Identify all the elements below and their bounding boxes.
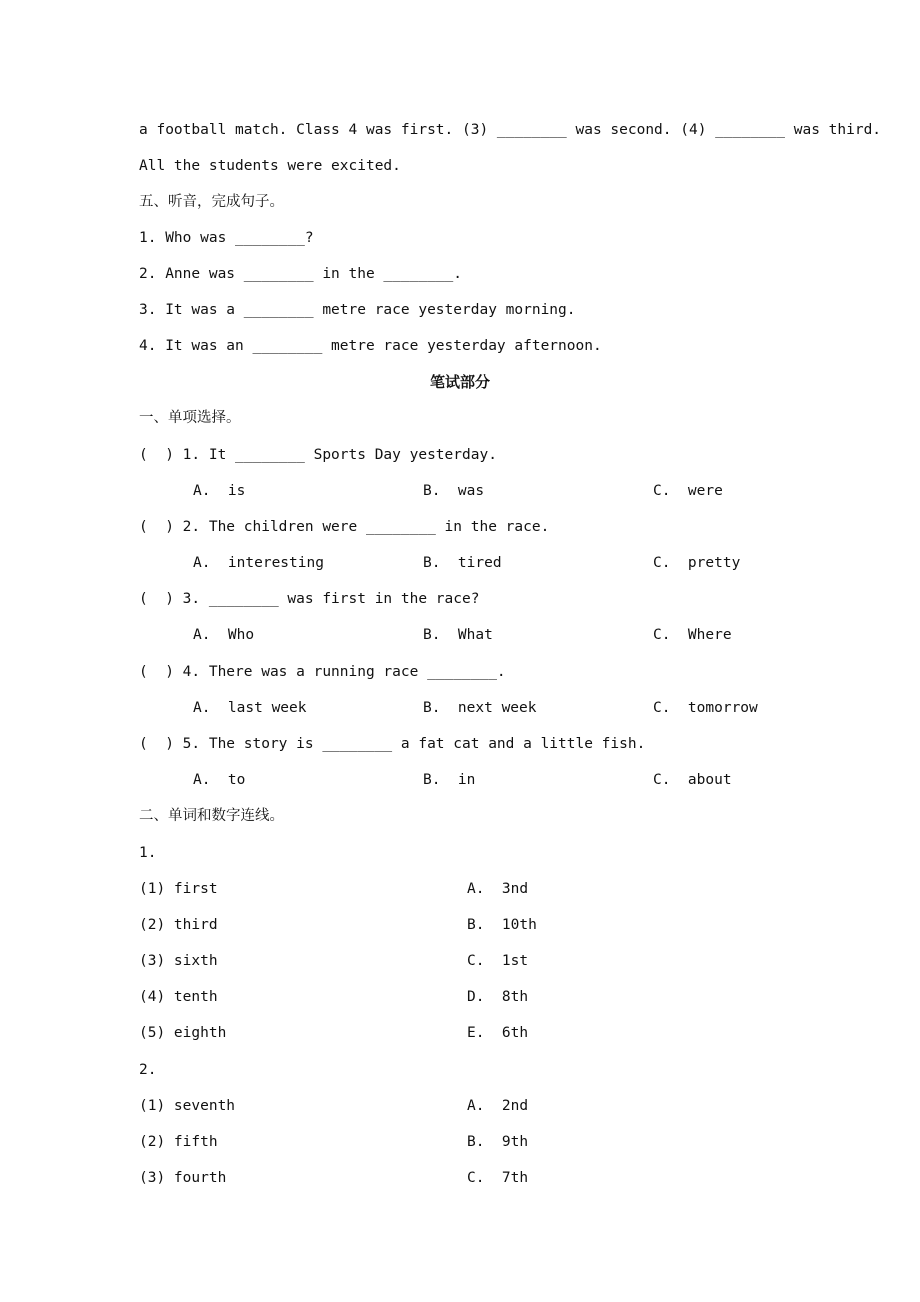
- question-4-option-c: C. tomorrow: [653, 700, 758, 716]
- section-1-heading: 一、单项选择。: [139, 410, 241, 426]
- written-part-title: 笔试部分: [429, 373, 490, 391]
- listening-sentence-1: 1. Who was ________?: [139, 230, 314, 246]
- section-5-heading: 五、听音，完成句子。: [139, 194, 284, 210]
- question-5-option-c: C. about: [653, 772, 732, 788]
- question-4-stem: ( ) 4. There was a running race ________.: [139, 664, 506, 680]
- question-1-stem: ( ) 1. It ________ Sports Day yesterday.: [139, 447, 497, 463]
- question-1-option-a: A. is: [193, 483, 246, 499]
- question-2-stem: ( ) 2. The children were ________ in the race.: [139, 519, 550, 535]
- match-group-2-word-3: (3) fourth: [139, 1170, 227, 1186]
- listening-sentence-2: 2. Anne was ________ in the ________.: [139, 266, 463, 282]
- question-5-stem: ( ) 5. The story is ________ a fat cat and a little fish.: [139, 736, 646, 752]
- passage-line-1: a football match. Class 4 was first. (3) ________ was second. (4) ________ was third.: [139, 122, 882, 138]
- passage-line-2: All the students were excited.: [139, 158, 401, 174]
- match-group-1-number-e: E. 6th: [467, 1025, 529, 1041]
- question-3-stem: ( ) 3. ________ was first in the race?: [139, 591, 480, 607]
- match-group-1-word-3: (3) sixth: [139, 953, 218, 969]
- match-group-1-word-4: (4) tenth: [139, 989, 218, 1005]
- match-group-2-label: 2.: [139, 1062, 157, 1078]
- match-group-2-word-1: (1) seventh: [139, 1098, 236, 1114]
- question-3-option-c: C. Where: [653, 627, 732, 643]
- question-2-option-b: B. tired: [423, 555, 502, 571]
- match-group-1-number-b: B. 10th: [467, 917, 537, 933]
- question-1-option-b: B. was: [423, 483, 485, 499]
- match-group-1-number-a: A. 3nd: [467, 881, 529, 897]
- match-group-2-number-c: C. 7th: [467, 1170, 529, 1186]
- match-group-1-label: 1.: [139, 845, 157, 861]
- question-4-option-b: B. next week: [423, 700, 537, 716]
- question-4-option-a: A. last week: [193, 700, 307, 716]
- question-2-option-c: C. pretty: [653, 555, 741, 571]
- match-group-1-number-c: C. 1st: [467, 953, 529, 969]
- question-3-option-b: B. What: [423, 627, 493, 643]
- match-group-1-word-5: (5) eighth: [139, 1025, 227, 1041]
- match-group-1-word-1: (1) first: [139, 881, 218, 897]
- match-group-2-number-a: A. 2nd: [467, 1098, 529, 1114]
- match-group-1-number-d: D. 8th: [467, 989, 529, 1005]
- question-2-option-a: A. interesting: [193, 555, 324, 571]
- section-2-heading: 二、单词和数字连线。: [139, 808, 284, 824]
- question-5-option-a: A. to: [193, 772, 246, 788]
- match-group-2-word-2: (2) fifth: [139, 1134, 218, 1150]
- match-group-2-number-b: B. 9th: [467, 1134, 529, 1150]
- question-3-option-a: A. Who: [193, 627, 255, 643]
- listening-sentence-3: 3. It was a ________ metre race yesterday morning.: [139, 302, 576, 318]
- listening-sentence-4: 4. It was an ________ metre race yesterday afternoon.: [139, 338, 602, 354]
- match-group-1-word-2: (2) third: [139, 917, 218, 933]
- question-1-option-c: C. were: [653, 483, 723, 499]
- question-5-option-b: B. in: [423, 772, 476, 788]
